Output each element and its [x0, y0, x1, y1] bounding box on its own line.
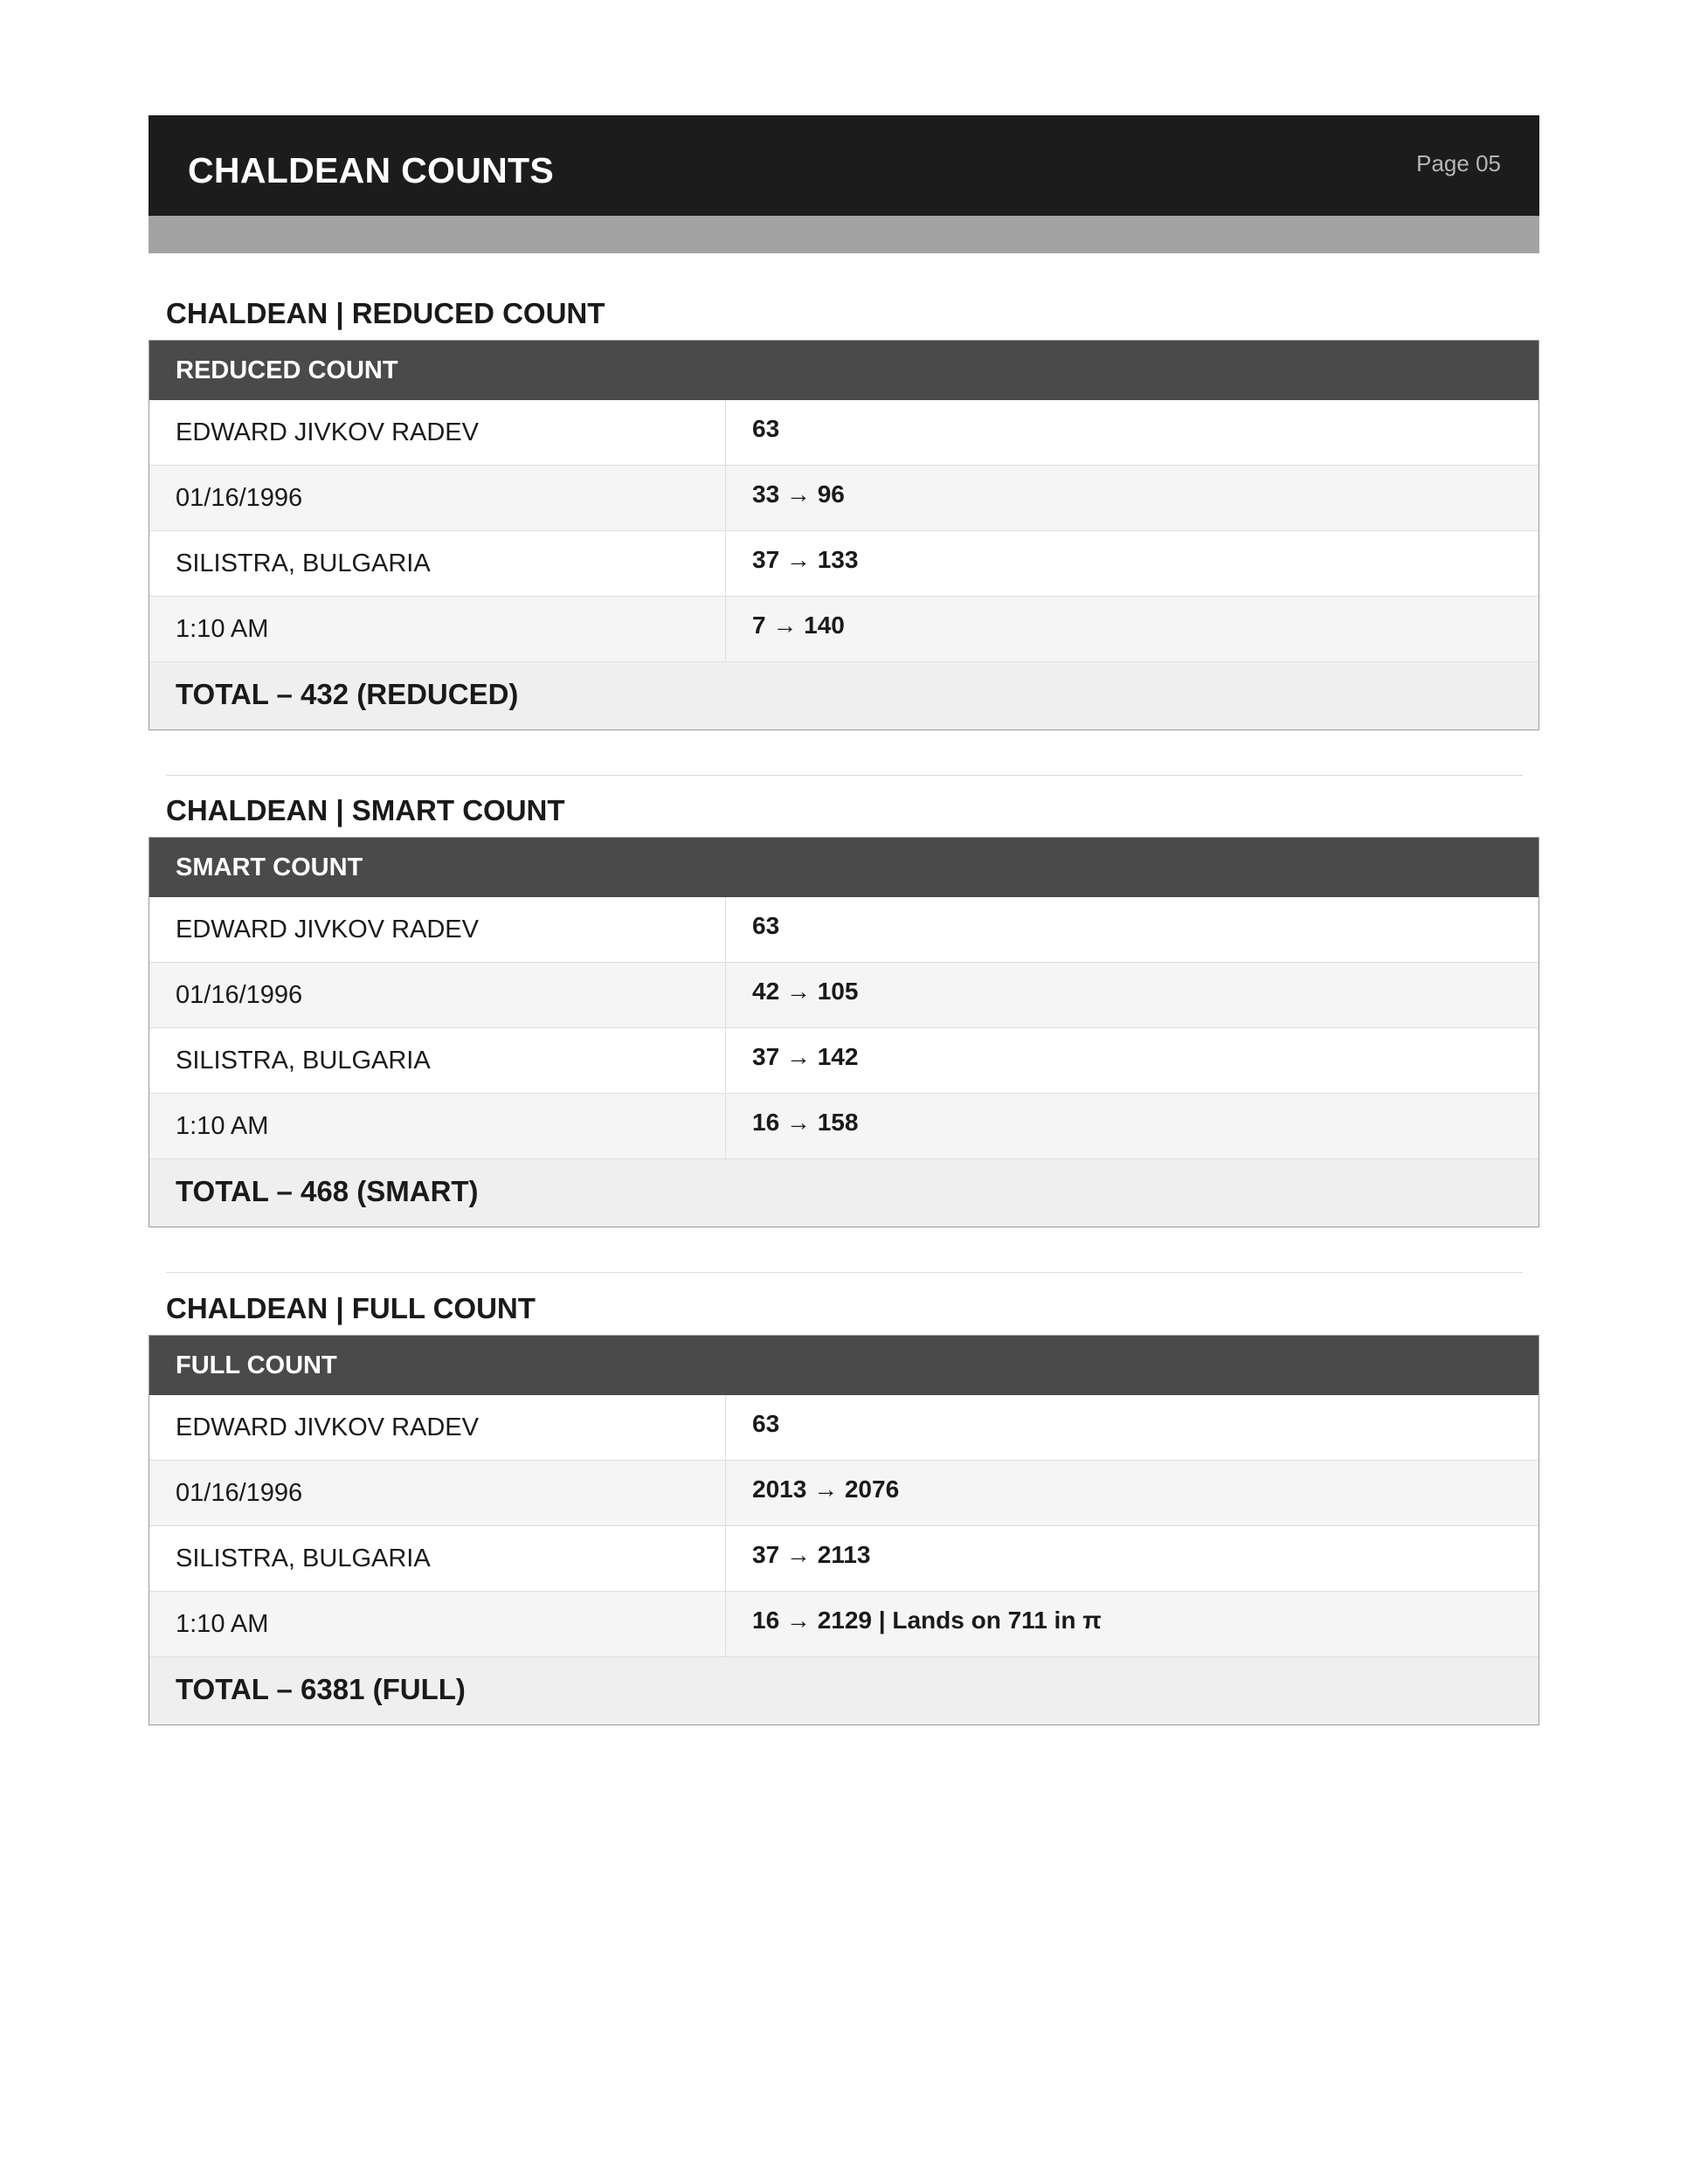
row-label: 1:10 AM	[149, 597, 726, 661]
row-value: 63	[752, 912, 780, 939]
row-label: SILISTRA, BULGARIA	[149, 531, 726, 596]
table-row	[149, 1395, 1538, 1461]
section-divider	[166, 1272, 1523, 1273]
row-value: 16 → 158	[752, 1109, 859, 1136]
row-value: 37 → 133	[752, 546, 859, 573]
count-table	[149, 837, 1539, 1227]
row-value: 16 → 2129 | Lands on 711 in π	[752, 1607, 1102, 1634]
row-value: 63	[752, 415, 780, 442]
table-header: FULL COUNT	[149, 1336, 1538, 1395]
row-value: 33 → 96	[752, 480, 845, 508]
section-title: CHALDEAN | FULL COUNT	[166, 1292, 536, 1324]
row-value: 2013 → 2076	[752, 1476, 900, 1503]
page-header	[149, 115, 1539, 216]
row-value: 37 → 2113	[752, 1541, 871, 1568]
table-row	[149, 466, 1538, 531]
count-table	[149, 340, 1539, 730]
count-table	[149, 1335, 1539, 1725]
row-label: EDWARD JIVKOV RADEV	[149, 1395, 726, 1460]
table-row	[149, 1028, 1538, 1094]
table-row	[149, 597, 1538, 662]
header-band	[149, 216, 1539, 253]
table-total: TOTAL – 468 (SMART)	[149, 1159, 1538, 1227]
table-row	[149, 400, 1538, 466]
table-row	[149, 1094, 1538, 1159]
table-total: TOTAL – 6381 (FULL)	[149, 1657, 1538, 1724]
table-row	[149, 1526, 1538, 1592]
table-row	[149, 897, 1538, 963]
table-header: REDUCED COUNT	[149, 341, 1538, 400]
table-row	[149, 1592, 1538, 1657]
row-label: SILISTRA, BULGARIA	[149, 1526, 726, 1591]
row-label: 01/16/1996	[149, 466, 726, 530]
row-value: 37 → 142	[752, 1043, 859, 1070]
table-row	[149, 531, 1538, 597]
row-value: 63	[752, 1410, 780, 1437]
row-label: EDWARD JIVKOV RADEV	[149, 400, 726, 465]
table-header: SMART COUNT	[149, 838, 1538, 897]
page-title: CHALDEAN COUNTS	[188, 150, 555, 190]
row-label: 1:10 AM	[149, 1094, 726, 1158]
table-row	[149, 1461, 1538, 1526]
section-title: CHALDEAN | REDUCED COUNT	[166, 297, 605, 329]
row-value: 42 → 105	[752, 978, 859, 1005]
row-label: SILISTRA, BULGARIA	[149, 1028, 726, 1093]
row-label: 01/16/1996	[149, 1461, 726, 1525]
page-number: Page 05	[1416, 150, 1501, 176]
table-row	[149, 963, 1538, 1028]
section-title: CHALDEAN | SMART COUNT	[166, 794, 565, 826]
row-value: 7 → 140	[752, 612, 845, 639]
table-total: TOTAL – 432 (REDUCED)	[149, 662, 1538, 729]
row-label: EDWARD JIVKOV RADEV	[149, 897, 726, 962]
row-label: 01/16/1996	[149, 963, 726, 1027]
section-divider	[166, 775, 1523, 776]
row-label: 1:10 AM	[149, 1592, 726, 1656]
